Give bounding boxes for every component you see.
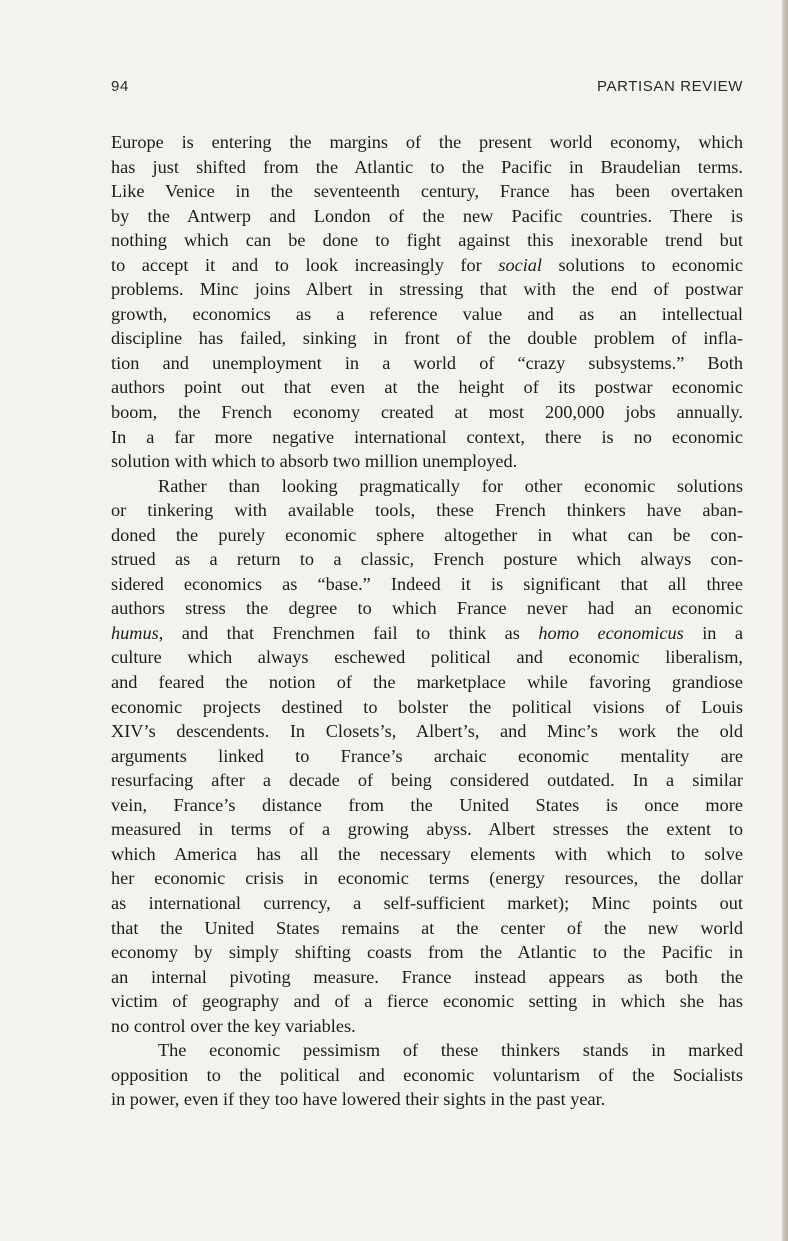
- text-segment: arguments linked to France’s archaic economic mentality are: [111, 745, 743, 766]
- text-line: [111, 253, 743, 278]
- text-line: [111, 965, 743, 990]
- text-line: [111, 474, 743, 499]
- text-line: [111, 1087, 743, 1112]
- text-segment: solution with which to absorb two million unemployed.: [111, 451, 518, 472]
- text-line: [111, 695, 743, 720]
- text-line: [111, 1038, 743, 1063]
- text-segment: nothing which can be done to fight against this inexorable trend but: [111, 230, 743, 251]
- text-segment: that the United States remains at the center of the new world: [111, 917, 743, 938]
- text-line: [111, 155, 743, 180]
- text-segment: and feared the notion of the marketplace while favoring grandiose: [111, 672, 743, 693]
- text-line: [111, 375, 743, 400]
- text-segment: as international currency, a self-sufficient market); Minc points out: [111, 892, 743, 913]
- text-segment: no control over the key variables.: [111, 1015, 356, 1036]
- text-segment: resurfacing after a decade of being considered outdated. In a similar: [111, 770, 743, 791]
- text-line: [111, 817, 743, 842]
- text-line: [111, 302, 743, 327]
- body-text: [111, 130, 743, 1112]
- text-segment: In a far more negative international context, there is no economic: [111, 426, 743, 447]
- text-segment: culture which always eschewed political and economic liberalism,: [111, 647, 743, 668]
- text-line: [111, 940, 743, 965]
- text-line: [111, 204, 743, 229]
- text-segment: victim of geography and of a fierce economic setting in which she has: [111, 991, 743, 1012]
- text-segment: in a: [683, 622, 744, 643]
- page-edge: [782, 0, 788, 1241]
- text-segment: to accept it and to look increasingly for: [111, 254, 499, 275]
- text-segment: or tinkering with available tools, these French thinkers have aban-: [111, 500, 743, 521]
- text-segment: , and that Frenchmen fail to think as: [158, 622, 539, 643]
- italic-text: homo economicus: [538, 622, 684, 643]
- running-header: [111, 78, 743, 98]
- page-number: 94: [111, 78, 129, 95]
- text-segment: measured in terms of a growing abyss. Albert stresses the extent to: [111, 819, 743, 840]
- text-segment: growth, economics as a reference value and as an intellectual: [111, 303, 743, 324]
- text-segment: economy by simply shifting coasts from the Atlantic to the Pacific in: [111, 942, 743, 963]
- text-line: [111, 916, 743, 941]
- text-segment: discipline has failed, sinking in front of the double problem of infla-: [111, 328, 743, 349]
- text-segment: strued as a return to a classic, French posture which always con-: [111, 549, 743, 570]
- text-line: [111, 621, 743, 646]
- text-line: [111, 326, 743, 351]
- text-segment: an internal pivoting measure. France instead appears as both the: [111, 966, 743, 987]
- text-line: [111, 719, 743, 744]
- text-line: [111, 547, 743, 572]
- text-line: [111, 498, 743, 523]
- text-line: [111, 400, 743, 425]
- text-segment: sidered economics as “base.” Indeed it is significant that all three: [111, 573, 743, 594]
- text-segment: vein, France’s distance from the United States is once more: [111, 794, 743, 815]
- text-segment: The economic pessimism of these thinkers stands in marked: [158, 1040, 743, 1061]
- text-line: [111, 891, 743, 916]
- text-line: [111, 670, 743, 695]
- text-segment: authors stress the degree to which France never had an economic: [111, 598, 743, 619]
- text-line: [111, 523, 743, 548]
- text-segment: economic projects destined to bolster the political visions of Louis: [111, 696, 743, 717]
- text-segment: problems. Minc joins Albert in stressing that with the end of postwar: [111, 279, 743, 300]
- text-segment: Rather than looking pragmatically for other economic solutions: [158, 475, 743, 496]
- text-line: [111, 449, 743, 474]
- text-line: [111, 179, 743, 204]
- text-segment: Like Venice in the seventeenth century, France has been overtaken: [111, 181, 743, 202]
- text-segment: XIV’s descendents. In Closets’s, Albert’s, and Minc’s work the old: [111, 721, 743, 742]
- text-line: [111, 130, 743, 155]
- running-title: PARTISAN REVIEW: [597, 78, 743, 95]
- text-segment: has just shifted from the Atlantic to the Pacific in Braudelian terms.: [111, 156, 743, 177]
- text-line: [111, 793, 743, 818]
- text-line: [111, 866, 743, 891]
- text-line: [111, 744, 743, 769]
- text-segment: authors point out that even at the height of its postwar economic: [111, 377, 743, 398]
- text-line: [111, 989, 743, 1014]
- text-line: [111, 842, 743, 867]
- text-segment: by the Antwerp and London of the new Pacific countries. There is: [111, 205, 743, 226]
- text-segment: solutions to economic: [542, 254, 743, 275]
- text-segment: boom, the French economy created at most 200,000 jobs annually.: [111, 402, 743, 423]
- text-segment: Europe is entering the margins of the present world economy, which: [111, 132, 743, 152]
- italic-text: social: [498, 254, 542, 275]
- text-segment: her economic crisis in economic terms (energy resources, the dollar: [111, 868, 743, 889]
- text-line: [111, 425, 743, 450]
- text-line: [111, 645, 743, 670]
- text-line: [111, 1014, 743, 1039]
- text-segment: in power, even if they too have lowered their sights in the past year.: [111, 1089, 606, 1110]
- text-segment: tion and unemployment in a world of “crazy subsystems.” Both: [111, 352, 743, 373]
- text-line: [111, 351, 743, 376]
- text-line: [111, 228, 743, 253]
- italic-text: humus: [111, 622, 159, 643]
- text-line: [111, 596, 743, 621]
- text-segment: which America has all the necessary elements with which to solve: [111, 843, 743, 864]
- text-line: [111, 277, 743, 302]
- text-line: [111, 572, 743, 597]
- text-line: [111, 768, 743, 793]
- text-segment: doned the purely economic sphere altogether in what can be con-: [111, 524, 743, 545]
- text-line: [111, 1063, 743, 1088]
- text-segment: opposition to the political and economic voluntarism of the Socialists: [111, 1064, 743, 1085]
